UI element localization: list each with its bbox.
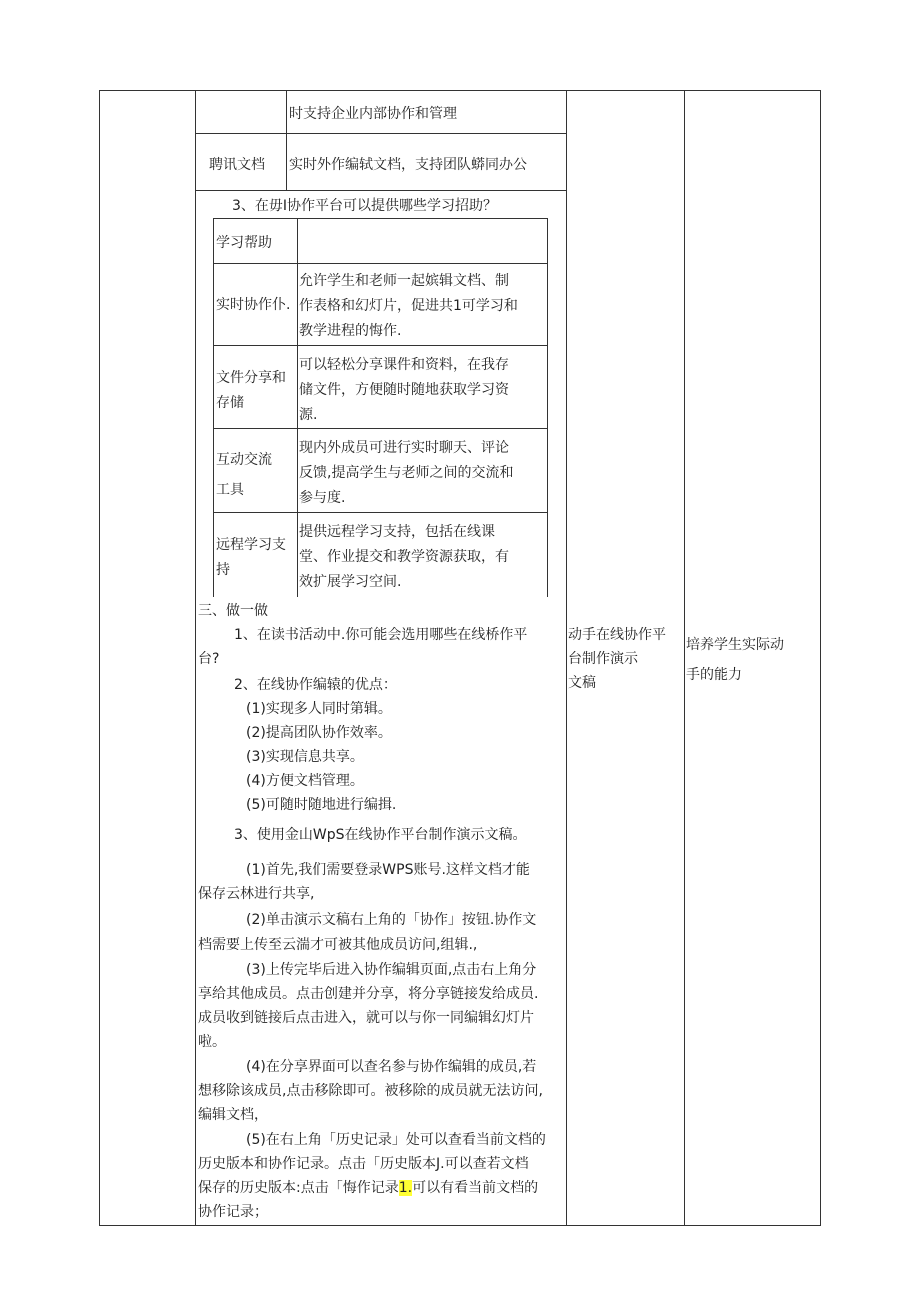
step-5-line-4: 协作记录； [198,1204,268,1220]
help-row-3-label-line-1: 互动交流 [216,452,272,468]
help-table-line-3 [213,428,547,429]
help-row-2-desc-line-3: 源. [299,407,318,423]
step-4-line-3: 编辑文档， [198,1107,268,1123]
student-activity-line-1: 动手在线协作平 [568,627,666,643]
student-activity-line-2: 台制作演示 [568,651,638,667]
column-divider-2 [566,90,567,1226]
help-row-2-label-line-2: 存储 [216,395,244,411]
step-3-line-3: 成员收到链接后点击进入，就可以与你一同编辑幻灯片 [198,1010,534,1026]
help-row-3-desc-line-3: 参与度. [299,490,346,506]
help-row-3-desc-line-1: 现内外成员可进行实时聊天、评论 [299,440,509,456]
help-row-2-label-line-1: 文件分享和 [216,370,286,386]
help-table-right [547,218,548,597]
help-row-3-label-line-2: 工具 [216,482,244,498]
help-row-4-desc-line-3: 效扩展学习空间. [299,574,402,590]
help-table-line-1 [213,263,547,264]
q3-title: 3、使用金山WpS在线协作平台制作演示文稿。 [234,827,527,843]
help-row-2-desc-line-2: 储文件，方便随时随地获取学习资 [299,382,509,398]
design-intent-line-2: 手的能力 [686,667,742,683]
step-4-line-2: 想移除该成员,点击移除即可。被移除的成员就无法访问, [198,1083,543,1099]
step-3-line-4: 啦。 [198,1034,226,1050]
platform-row-1-desc: 时支持企业内部协作和管理 [289,106,457,122]
step-2-line-2: 档需要上传至云湍才可被其他成员访问,组辑., [198,937,478,953]
advantage-3: (3)实现信息共享。 [246,749,364,765]
help-table-mid [297,218,298,597]
help-row-4-label-line-2: 持 [216,562,230,578]
column-divider-1 [195,90,196,1226]
help-row-2-desc-line-1: 可以轻松分享课件和资料，在我存 [299,357,509,373]
help-row-1-label: 实时协作仆. [216,297,291,313]
inner-top-bottom-line [195,190,566,191]
design-intent-line-1: 培养学生实际动 [686,637,784,653]
highlighted-text: 1. [398,1180,413,1196]
table-left-border [99,90,100,1226]
platform-row-2-desc: 实时外作编轼文档，支持团队蟒同办公 [289,157,527,173]
advantage-2: (2)提高团队协作效率。 [246,725,392,741]
help-row-1-desc-line-3: 教学进程的悔作. [299,323,402,339]
step-5-line-2: 历史版本和协作记录。点击「历史版本J.可以查若文档 [198,1156,529,1172]
platform-row-2-label: 聘讯文档 [209,157,265,173]
help-table-header: 学习帮助 [216,235,272,251]
step-5-line-1: (5)在右上角「历史记录」处可以查看当前文档的 [246,1132,546,1148]
step-2-line-1: (2)单击演示文稿右上角的「协作」按钮.协作文 [246,912,537,928]
step-1-line-1: (1)首先,我们需要登录WPS账号.这样文档才能 [246,862,530,878]
step-1-line-2: 保存云林进行共享, [198,886,315,902]
question-3: 3、在毋I协作平台可以提供哪些学习招助？ [232,198,498,214]
table-top-border [99,90,821,91]
column-divider-3 [684,90,685,1226]
section-3-title: 三、做一做 [198,603,268,619]
step-5-line-3 [198,1180,538,1196]
advantage-4: (4)方便文档管理。 [246,773,364,789]
help-row-3-desc-line-2: 反馈,提高学生与老师之间的交流和 [299,465,514,481]
help-table-line-4 [213,512,547,513]
advantage-1: (1)实现多人同时第辑。 [246,701,392,717]
inner-top-divider [286,90,287,190]
step-4-line-1: (4)在分享界面可以查名参与协作编辑的成员,若 [246,1059,537,1075]
help-row-4-desc-line-2: 堂、作业提交和教学资源获取，有 [299,549,509,565]
help-row-4-label-line-1: 远程学习支 [216,537,286,553]
help-table-line-2 [213,345,547,346]
step-5-line-3-after: 可以有看当前文档的 [412,1180,539,1196]
inner-top-row-line [195,133,566,134]
student-activity-line-3: 文稿 [568,675,596,691]
help-row-1-desc-line-2: 作表格和幻灯片，促进共1可学习和 [299,298,518,314]
table-right-border [820,90,821,1226]
step-3-line-1: (3)上传完毕后进入协作编辑页面,点击右上角分 [246,962,537,978]
table-bottom-border [99,1225,821,1226]
help-row-4-desc-line-1: 提供远程学习支持，包括在线课 [299,524,495,540]
advantage-5: (5)可随时随地进行编揖. [246,797,397,813]
step-3-line-2: 享给其他成员。点击创建并分享，将分享链接发给成员. [198,986,539,1002]
help-table-left [213,218,214,597]
help-table-top [213,218,547,219]
step-5-line-3-before: 保存的历史版本:点击「悔作记录 [198,1180,399,1196]
q1-line-1: 1、在读书活动中.你可能会选用哪些在线桥作平 [234,627,528,643]
q2-title: 2、在线协作编辕的优点： [234,677,397,693]
help-row-1-desc-line-1: 允许学生和老师一起嫔辑文档、制 [299,273,509,289]
q1-line-2: 台? [198,651,220,667]
